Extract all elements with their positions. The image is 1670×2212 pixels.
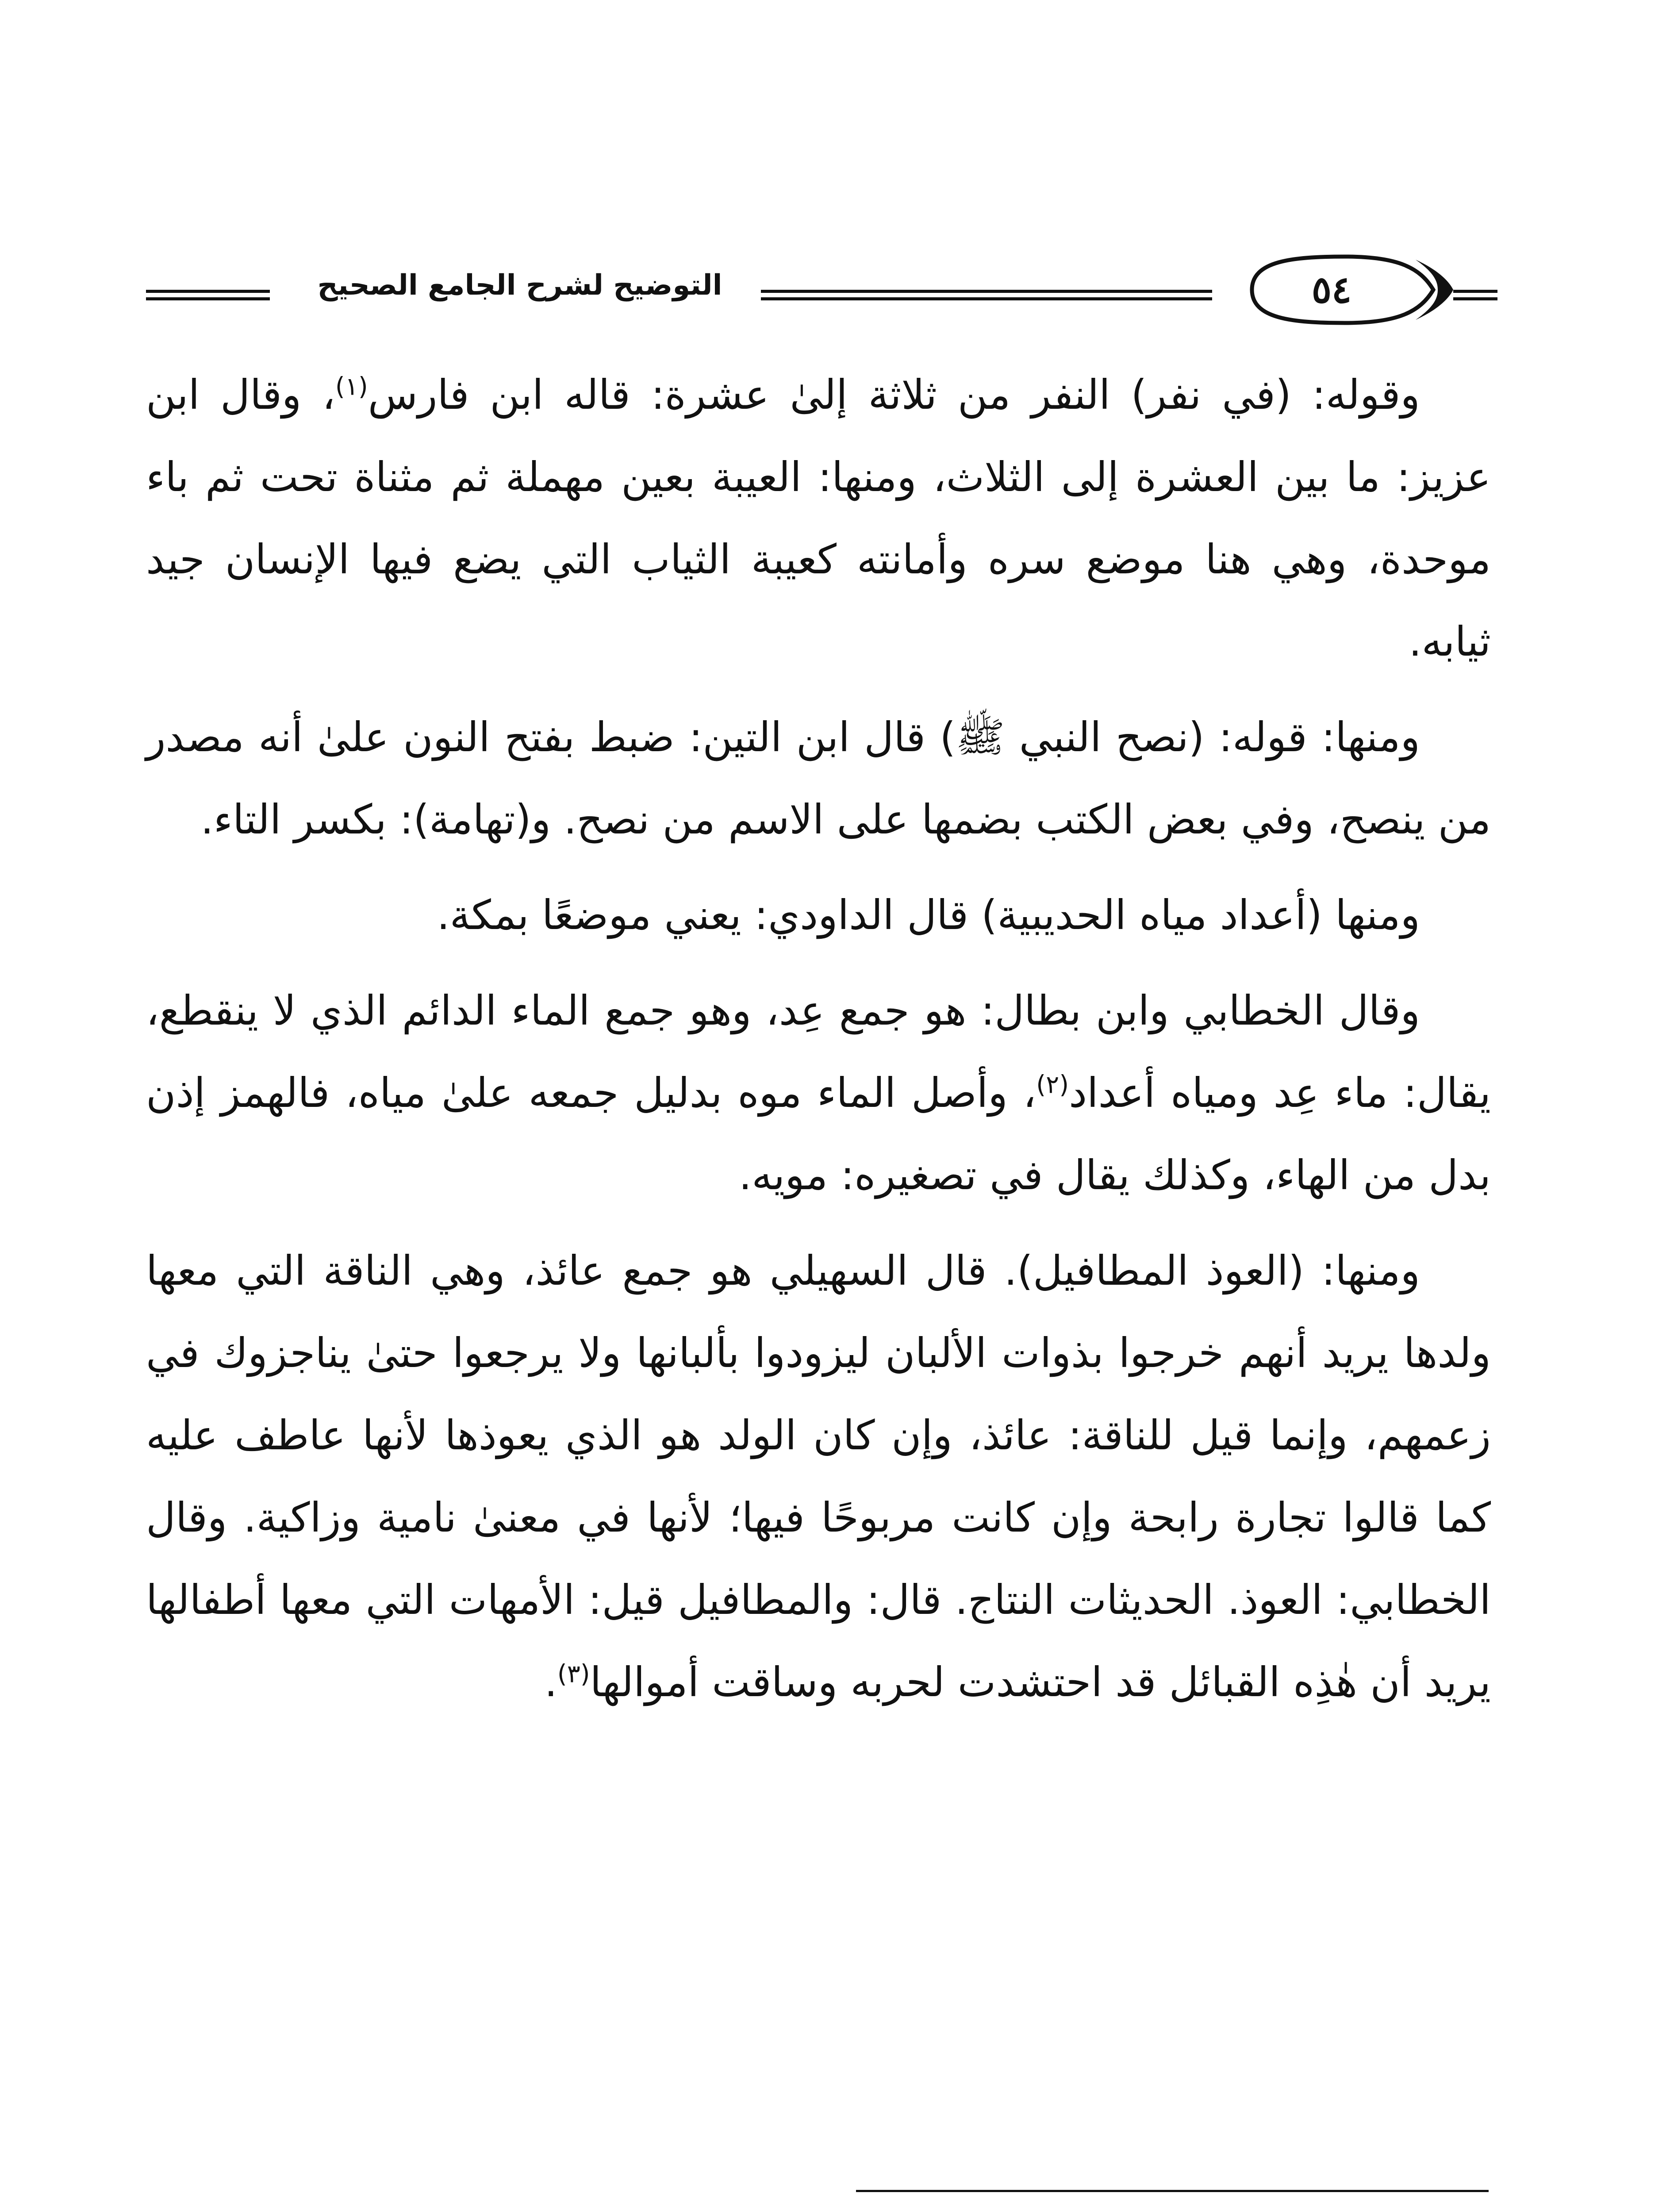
paragraph-text: ومنها: (العوذ المطافيل). قال السهيلي هو جمع عائذ، وهي الناقة التي معها ولدها يريد أنهم خرجوا بذوات الألبان ليزودوا بألبانها ولا يرجعوا حتىٰ يناجزوك في زعمهم، وإنما قيل للناقة: عائذ، وإن كان الولد هو الذي يعوذها لأنها عاطف عليه كما قالوا تجارة رابحة وإن كانت مربوحًا فيها؛ لأنها في معنىٰ نامية وزاكية. وقال الخطابي: العوذ. الحديثات النتاج. قال: والمطافيل قيل: الأمهات التي معها أطفالها يريد أن هٰذِه القبائل قد احتشدت لحربه وساقت أموالها	[146, 1247, 1491, 1706]
page-header	[146, 241, 1491, 338]
main-text	[146, 354, 1491, 1737]
header-rule-left	[146, 290, 270, 300]
footnote-marker[interactable]: (٣)	[557, 1659, 590, 1689]
paragraph-text: ، وقال ابن عزيز: ما بين العشرة إلى الثلاث، ومنها: العيبة بعين مهملة ثم مثناة تحت ثم باء موحدة، وهي هنا موضع سره وأمانته كعيبة الثياب التي يضع فيها الإنسان جيد ثيابه.	[146, 371, 1491, 665]
header-rule-middle	[761, 290, 1212, 300]
paragraph-text: .	[544, 1659, 557, 1706]
paragraph	[146, 970, 1491, 1217]
paragraph	[146, 696, 1491, 861]
footnote-marker[interactable]: (٢)	[1036, 1070, 1069, 1099]
paragraph-text: وقال الخطابي وابن بطال: هو جمع عِد، وهو جمع الماء الدائم الذي لا ينقطع، يقال: ماء عِد ومياه أعداد	[146, 987, 1491, 1117]
paragraph	[146, 1230, 1491, 1724]
header-rule-right	[1453, 290, 1497, 300]
running-title: التوضيح لشرح الجامع الصحيح	[317, 269, 722, 302]
paragraph-text: وقوله: (في نفر) النفر من ثلاثة إلىٰ عشرة: قاله ابن فارس	[368, 371, 1420, 419]
paragraph-text: ومنها (أعداد مياه الحديبية) قال الداودي: يعني موضعًا بمكة.	[437, 891, 1420, 939]
paragraph	[146, 354, 1491, 683]
footnote-marker[interactable]: (١)	[335, 372, 368, 401]
footnote-separator	[856, 2190, 1489, 2192]
paragraph-text: ، وأصل الماء موه بدليل جمعه علىٰ مياه، فالهمز إذن بدل من الهاء، وكذلك يقال في تصغيره: مويه.	[146, 1069, 1491, 1199]
paragraph-text: ومنها: قوله: (نصح النبي ﷺ) قال ابن التين: ضبط بفتح النون علىٰ أنه مصدر من ينصح، وفي بعض الكتب بضمها على الاسم من نصح. و(تهامة): بكسر التاء.	[146, 714, 1491, 843]
paragraph	[146, 874, 1491, 956]
page-number: ٥٤	[1311, 268, 1352, 311]
